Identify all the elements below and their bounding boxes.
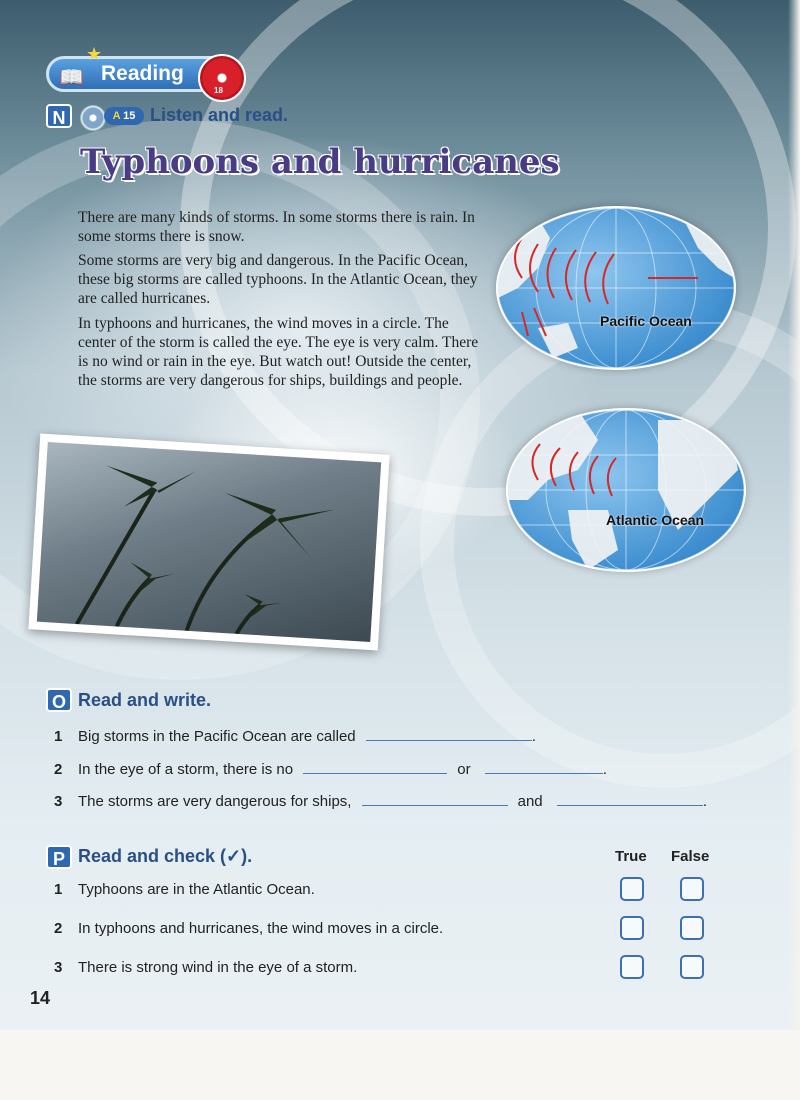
page-edge [788, 0, 800, 1030]
question-connector: or [457, 761, 471, 778]
paragraph-1: There are many kinds of storms. In some storms there is rain. In some storms there is snow. [78, 209, 475, 245]
question-end: . [602, 761, 607, 778]
question-row [54, 759, 607, 778]
true-checkbox-2[interactable] [620, 916, 644, 940]
statement-row [54, 881, 315, 898]
statement-number: 2 [54, 920, 63, 937]
palm-trees-photo [37, 442, 381, 642]
statement-number: 1 [54, 881, 63, 898]
false-checkbox-2[interactable] [680, 916, 704, 940]
atlantic-ocean-label: Atlantic Ocean [606, 512, 705, 528]
true-checkbox-1[interactable] [620, 877, 644, 901]
statement-number: 3 [54, 959, 63, 976]
question-end: . [702, 793, 707, 810]
page-number: 14 [30, 988, 51, 1008]
paragraph-3: In typhoons and hurricanes, the wind moves in a circle. The center of the storm is called the eye. The eye is very calm. There is no wind or rain in the eye. But watch out! Outside the center, the storms are very dangerous for ships, buildings and people. [78, 315, 479, 389]
paragraph-2: Some storms are very big and dangerous. In the Pacific Ocean, these big storms are called typhoons. In the Atlantic Ocean, they are called hurricanes. [78, 252, 478, 307]
true-column-header: True [615, 848, 647, 865]
instruction-read-write: Read and write. [78, 690, 212, 710]
section-badge-o: O [46, 688, 72, 712]
reading-label: Reading [101, 62, 184, 85]
atlantic-globe [506, 408, 746, 572]
statement-text: In typhoons and hurricanes, the wind moves in a circle. [78, 920, 444, 937]
pacific-ocean-label: Pacific Ocean [600, 313, 692, 329]
false-checkbox-3[interactable] [680, 955, 704, 979]
audio-track-pill[interactable]: A 15 [104, 107, 144, 125]
question-row [54, 726, 536, 745]
book-icon: 📖 [59, 67, 84, 89]
question-text: Big storms in the Pacific Ocean are called [78, 728, 356, 745]
section-badge-n: N [46, 104, 72, 128]
question-end: . [531, 728, 536, 745]
statement-row [54, 959, 357, 976]
pacific-globe [496, 206, 736, 370]
pacific-globe-map [498, 208, 734, 368]
answer-blank[interactable] [366, 726, 532, 741]
question-number: 1 [54, 728, 63, 745]
answer-blank[interactable] [557, 791, 703, 806]
false-checkbox-1[interactable] [680, 877, 704, 901]
atlantic-globe-map [508, 410, 744, 570]
question-row [54, 791, 707, 810]
question-number: 2 [54, 761, 63, 778]
false-column-header: False [671, 848, 710, 865]
star-icon: ★ [86, 44, 103, 64]
instruction-read-check: Read and check (✓). [78, 846, 253, 866]
question-text: The storms are very dangerous for ships, [78, 793, 352, 810]
section-badge-p: P [46, 845, 72, 869]
page-bottom-margin [0, 1030, 800, 1100]
palm-trees-illustration [37, 442, 381, 642]
palm-trees-photo-frame [28, 433, 389, 650]
answer-blank[interactable] [362, 791, 508, 806]
audio-cd-icon[interactable] [80, 105, 106, 131]
true-checkbox-3[interactable] [620, 955, 644, 979]
cd-track-number: 18 [214, 86, 223, 95]
instruction-listen-read: Listen and read. [150, 105, 289, 125]
question-connector: and [517, 793, 543, 810]
question-number: 3 [54, 793, 63, 810]
answer-blank[interactable] [303, 759, 447, 774]
answer-blank[interactable] [485, 759, 603, 774]
statement-text: Typhoons are in the Atlantic Ocean. [78, 881, 315, 898]
statement-text: There is strong wind in the eye of a storm. [78, 959, 358, 976]
track-number: 15 [123, 110, 136, 122]
statement-row [54, 920, 443, 937]
page-title: Typhoons and hurricanes [80, 142, 560, 182]
question-text: In the eye of a storm, there is no [78, 761, 294, 778]
